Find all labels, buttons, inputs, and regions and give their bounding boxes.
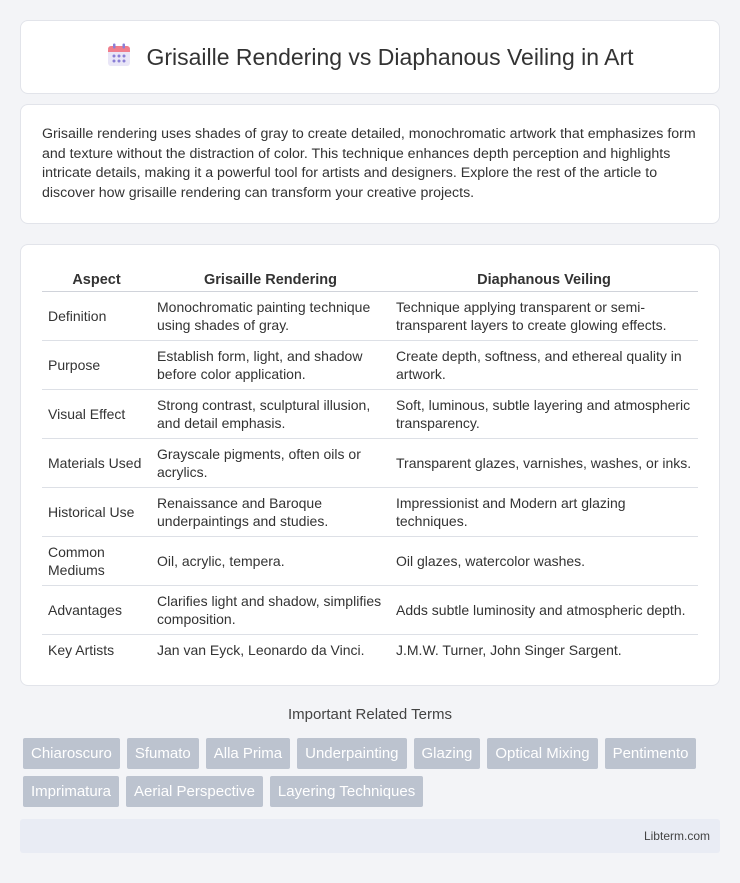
title-card bbox=[20, 20, 720, 94]
cell-diaphanous: Adds subtle luminosity and atmospheric depth. bbox=[390, 585, 698, 634]
related-term-tag[interactable]: Imprimatura bbox=[23, 776, 119, 807]
footer-site-link[interactable]: Libterm.com bbox=[643, 829, 710, 843]
cell-diaphanous: Create depth, softness, and ethereal quality in artwork. bbox=[390, 340, 698, 389]
table-row bbox=[42, 438, 698, 487]
cell-aspect: Common Mediums bbox=[42, 536, 151, 585]
table-row bbox=[42, 340, 698, 389]
cell-diaphanous: Transparent glazes, varnishes, washes, or inks. bbox=[390, 438, 698, 487]
related-term-tag[interactable]: Glazing bbox=[414, 738, 481, 769]
table-row bbox=[42, 291, 698, 340]
cell-aspect: Key Artists bbox=[48, 642, 115, 659]
cell-aspect: Historical Use bbox=[42, 487, 151, 536]
cell-grisaille: Oil, acrylic, tempera. bbox=[151, 536, 390, 585]
cell-diaphanous: Oil glazes, watercolor washes. bbox=[390, 536, 698, 585]
related-term-tag[interactable]: Aerial Perspective bbox=[126, 776, 263, 807]
cell-grisaille: Jan van Eyck, Leonardo da Vinci. bbox=[157, 642, 365, 659]
cell-aspect: Materials Used bbox=[42, 438, 151, 487]
header-grisaille: Grisaille Rendering bbox=[151, 265, 390, 291]
related-term-tag[interactable]: Pentimento bbox=[605, 738, 697, 769]
cell-aspect: Visual Effect bbox=[42, 389, 151, 438]
related-terms-title: Important Related Terms bbox=[288, 706, 452, 723]
related-term-tag[interactable]: Underpainting bbox=[297, 738, 406, 769]
cell-grisaille: Monochromatic painting technique using shades of gray. bbox=[151, 291, 390, 340]
cell-diaphanous: Impressionist and Modern art glazing techniques. bbox=[390, 487, 698, 536]
table-row bbox=[42, 634, 698, 666]
cell-aspect: Definition bbox=[42, 291, 151, 340]
comparison-table bbox=[42, 265, 698, 666]
intro-text: Grisaille rendering uses shades of gray to create detailed, monochromatic artwork that emphasizes form and texture without the distraction of color. This technique enhances depth perception and highlights intricate details, making it a powerful tool for artists and designers. Explore the rest of the article to discover how grisaille rendering can transform your creative projects. bbox=[42, 126, 696, 201]
cell-diaphanous: Soft, luminous, subtle layering and atmospheric transparency. bbox=[390, 389, 698, 438]
table-row bbox=[42, 487, 698, 536]
related-term-tag[interactable]: Chiaroscuro bbox=[23, 738, 120, 769]
related-terms-list bbox=[23, 738, 720, 807]
related-term-tag[interactable]: Optical Mixing bbox=[487, 738, 597, 769]
cell-diaphanous: J.M.W. Turner, John Singer Sargent. bbox=[396, 642, 622, 659]
header-aspect: Aspect bbox=[42, 265, 151, 291]
related-term-tag[interactable]: Sfumato bbox=[127, 738, 199, 769]
calendar-icon bbox=[106, 42, 132, 73]
cell-diaphanous: Technique applying transparent or semi-transparent layers to create glowing effects. bbox=[390, 291, 698, 340]
comparison-card bbox=[20, 244, 720, 686]
cell-grisaille: Establish form, light, and shadow before color application. bbox=[151, 340, 390, 389]
cell-grisaille: Grayscale pigments, often oils or acrylics. bbox=[151, 438, 390, 487]
table-header-row bbox=[42, 265, 698, 291]
intro-card bbox=[20, 104, 720, 224]
table-row bbox=[42, 585, 698, 634]
cell-grisaille: Strong contrast, sculptural illusion, and detail emphasis. bbox=[151, 389, 390, 438]
header-diaphanous: Diaphanous Veiling bbox=[390, 265, 698, 291]
table-row bbox=[42, 536, 698, 585]
page-title: Grisaille Rendering vs Diaphanous Veiling in Art bbox=[146, 43, 634, 70]
cell-grisaille: Renaissance and Baroque underpaintings and studies. bbox=[151, 487, 390, 536]
related-term-tag[interactable]: Alla Prima bbox=[206, 738, 290, 769]
cell-aspect: Advantages bbox=[42, 585, 151, 634]
cell-aspect: Purpose bbox=[42, 340, 151, 389]
cell-grisaille: Clarifies light and shadow, simplifies composition. bbox=[151, 585, 390, 634]
footer bbox=[20, 819, 720, 853]
related-term-tag[interactable]: Layering Techniques bbox=[270, 776, 423, 807]
table-row bbox=[42, 389, 698, 438]
